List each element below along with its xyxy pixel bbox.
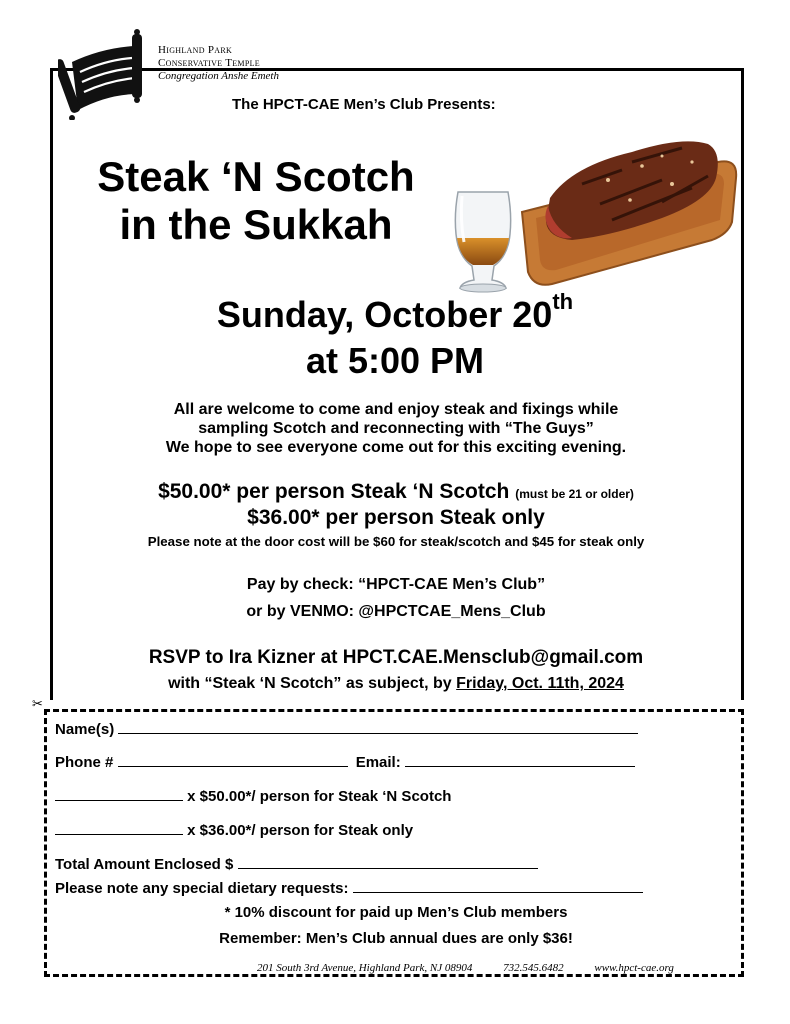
logo-divider	[156, 69, 286, 70]
footer	[257, 962, 702, 974]
rsvp-subject	[60, 673, 732, 695]
description-line-1: All are welcome to come and enjoy steak and fixings while	[173, 401, 619, 418]
logo-line-1: Highland Park	[158, 44, 233, 56]
logo-line-2: Conservative Temple	[158, 57, 260, 69]
email-label: Email:	[355, 754, 401, 771]
total-label: Total Amount Enclosed $	[55, 856, 234, 873]
price-option-2: $36.00* per person Steak only	[247, 506, 545, 529]
payment-info	[60, 571, 732, 625]
pay-by-check: Pay by check: “HPCT-CAE Men’s Club”	[246, 576, 546, 593]
dietary-label: Please note any special dietary requests:	[55, 880, 349, 897]
qty-steak-field[interactable]	[55, 822, 183, 835]
phone-label: Phone #	[55, 754, 114, 771]
member-discount: * 10% discount for paid up Men’s Club members	[224, 904, 568, 921]
event-datetime	[100, 289, 690, 384]
price-option-1	[60, 479, 732, 507]
description-line-2: sampling Scotch and reconnecting with “The Guys”	[198, 420, 594, 437]
event-date-suffix: th	[552, 289, 574, 314]
door-cost-note: Please note at the door cost will be $60 for steak/scotch and $45 for steak only	[147, 534, 645, 549]
event-date: Sunday, October 20	[216, 294, 553, 335]
rsvp-subject-text: with “Steak ‘N Scotch” as subject, by	[168, 675, 452, 692]
total-field[interactable]	[238, 856, 538, 869]
event-title-line-2: in the Sukkah	[119, 201, 393, 248]
age-requirement: (must be 21 or older)	[515, 487, 634, 501]
logo-line-3: Congregation Anshe Emeth	[158, 70, 279, 82]
flyer-border-left	[50, 68, 53, 700]
qty-scotch-row	[55, 788, 451, 805]
footer-address: 201 South 3rd Avenue, Highland Park, NJ 08904	[257, 962, 473, 974]
dietary-field[interactable]	[353, 880, 643, 893]
rsvp-deadline: Friday, Oct. 11th, 2024	[456, 675, 624, 692]
qty-scotch-label: x $50.00*/ person for Steak ‘N Scotch	[187, 788, 452, 805]
dietary-row	[55, 880, 643, 897]
description-line-3: We hope to see everyone come out for this exciting evening.	[165, 439, 627, 456]
price-option-1-text: $50.00* per person Steak ‘N Scotch	[158, 480, 510, 503]
scissors-icon: ✂	[32, 696, 43, 711]
name-row	[55, 721, 638, 738]
torah-scroll-icon	[58, 28, 154, 120]
rsvp-contact: RSVP to Ira Kizner at HPCT.CAE.Mensclub@gmail.com	[148, 647, 644, 668]
event-title	[56, 153, 456, 249]
qty-scotch-field[interactable]	[55, 788, 183, 801]
dues-reminder: Remember: Men’s Club annual dues are only $36!	[219, 930, 573, 947]
steak-board-image	[512, 122, 744, 298]
phone-field[interactable]	[118, 754, 348, 767]
total-row	[55, 856, 538, 873]
event-title-line-1: Steak ‘N Scotch	[97, 153, 415, 200]
pay-by-venmo: or by VENMO: @HPCTCAE_Mens_Club	[246, 603, 546, 620]
event-time: at 5:00 PM	[305, 340, 485, 381]
event-date-line	[100, 289, 690, 338]
name-field[interactable]	[118, 721, 638, 734]
qty-steak-label: x $36.00*/ person for Steak only	[187, 822, 414, 839]
email-field[interactable]	[405, 754, 635, 767]
phone-email-row	[55, 754, 635, 771]
logo-text	[158, 44, 279, 83]
name-label: Name(s)	[55, 721, 115, 738]
qty-steak-row	[55, 822, 413, 839]
footer-website: www.hpct-cae.org	[594, 962, 674, 974]
event-description	[60, 400, 732, 457]
presents-heading: The HPCT-CAE Men’s Club Presents:	[232, 96, 496, 113]
footer-phone: 732.545.6482	[503, 962, 564, 974]
